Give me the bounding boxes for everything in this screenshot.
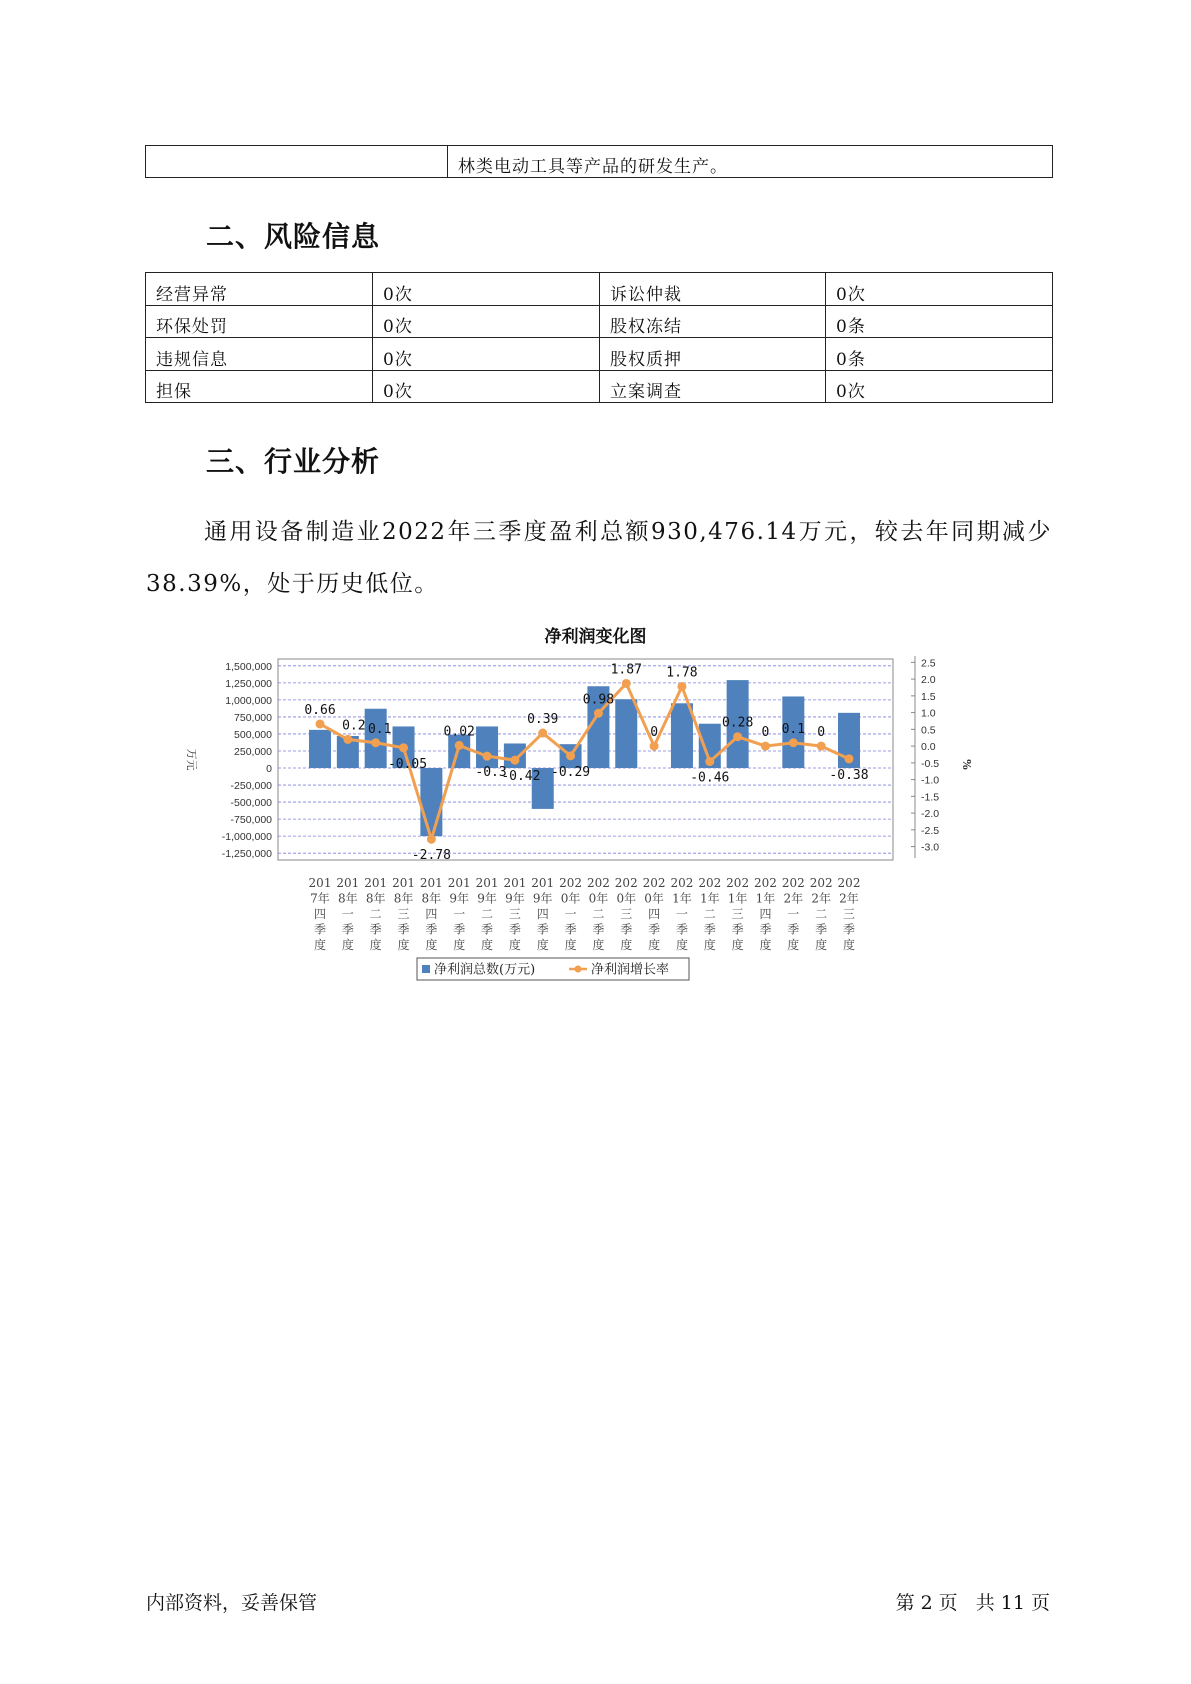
risk-label: 经营异常 xyxy=(146,273,373,306)
growth-rate-data-label: 0 xyxy=(817,725,826,741)
growth-rate-point xyxy=(705,757,714,766)
x-tick-label: 2年 xyxy=(783,891,804,906)
growth-rate-point xyxy=(399,743,408,752)
growth-rate-point xyxy=(677,682,686,691)
growth-rate-point xyxy=(510,756,519,765)
x-tick-label: 一 xyxy=(341,907,354,921)
x-tick-label: 201 xyxy=(336,876,360,890)
x-tick-label: 二 xyxy=(815,907,828,921)
x-tick-label: 度 xyxy=(536,938,549,952)
x-tick-label: 度 xyxy=(564,938,577,952)
y-right-tick-label: -3.0 xyxy=(921,841,940,854)
x-tick-label: 7年 xyxy=(310,891,330,906)
legend-line-label: 净利润增长率 xyxy=(591,962,670,978)
x-tick-label: 四 xyxy=(536,907,549,921)
y-left-tick-label: 500,000 xyxy=(234,728,272,741)
bar xyxy=(448,735,470,768)
growth-rate-data-label: 0.02 xyxy=(443,724,475,740)
growth-rate-data-label: 0.1 xyxy=(781,721,806,737)
y-right-tick-label: 1.0 xyxy=(921,707,936,720)
x-tick-label: 二 xyxy=(592,907,605,921)
growth-rate-data-label: 1.87 xyxy=(610,662,642,678)
x-tick-label: 度 xyxy=(313,938,327,952)
risk-label: 立案调查 xyxy=(600,370,826,403)
x-tick-label: 季 xyxy=(341,922,354,937)
x-tick-label: 季 xyxy=(731,922,744,937)
growth-rate-data-label: 0.28 xyxy=(721,715,754,731)
y-left-tick-label: -250,000 xyxy=(230,780,272,793)
growth-rate-point xyxy=(455,741,464,750)
growth-rate-data-label: -0.42 xyxy=(501,769,541,785)
x-tick-label: 202 xyxy=(781,876,805,890)
bar xyxy=(476,726,498,768)
y-right-tick-label: 0.5 xyxy=(921,724,936,737)
risk-label: 环保处罚 xyxy=(146,305,373,338)
table-row xyxy=(146,305,1053,338)
x-tick-label: 季 xyxy=(397,922,410,937)
y-right-tick-label: -1.5 xyxy=(921,791,940,804)
page-number: 2 xyxy=(920,1592,933,1614)
x-tick-label: 季 xyxy=(620,922,633,937)
x-tick-label: 度 xyxy=(675,938,688,952)
x-tick-label: 季 xyxy=(703,922,716,937)
x-tick-label: 季 xyxy=(481,922,494,937)
table-row xyxy=(146,338,1053,371)
x-tick-label: 一 xyxy=(787,907,800,921)
x-tick-label: 三 xyxy=(397,907,410,921)
risk-value: 0次 xyxy=(826,273,1053,306)
net-profit-chart xyxy=(170,650,1040,1070)
risk-label: 诉讼仲裁 xyxy=(600,273,826,306)
x-tick-label: 二 xyxy=(703,907,716,921)
growth-rate-data-label: -0.3 xyxy=(475,765,507,781)
x-tick-label: 202 xyxy=(586,876,610,890)
growth-rate-data-label: 0.66 xyxy=(304,702,336,718)
x-tick-label: 季 xyxy=(815,922,828,937)
x-tick-label: 202 xyxy=(809,876,833,890)
x-tick-label: 四 xyxy=(313,907,327,921)
growth-rate-point xyxy=(316,719,325,728)
x-tick-label: 9年 xyxy=(449,891,470,906)
footer-confidential-note: 内部资料，妥善保管 xyxy=(146,1592,318,1614)
x-tick-label: 8年 xyxy=(393,891,414,906)
x-tick-label: 0年 xyxy=(616,891,637,906)
x-tick-label: 1年 xyxy=(755,891,776,906)
y-left-tick-label: -1,000,000 xyxy=(221,831,272,844)
x-tick-label: 201 xyxy=(364,876,388,890)
x-tick-label: 202 xyxy=(837,876,861,890)
y-right-tick-label: -2.0 xyxy=(921,808,940,821)
x-tick-label: 二 xyxy=(369,907,382,921)
y-right-axis-label: % xyxy=(960,759,973,770)
x-tick-label: 202 xyxy=(698,876,722,890)
company-intro-table xyxy=(145,145,1053,178)
y-left-tick-label: -750,000 xyxy=(230,814,272,827)
growth-rate-point xyxy=(427,835,436,844)
x-tick-label: 9年 xyxy=(477,891,497,906)
x-tick-label: 度 xyxy=(425,938,438,952)
growth-rate-point xyxy=(650,742,659,751)
y-left-tick-label: 0 xyxy=(266,763,272,776)
growth-rate-data-label: -0.05 xyxy=(387,756,428,772)
x-tick-label: 0年 xyxy=(560,891,581,906)
x-tick-label: 度 xyxy=(703,938,716,952)
x-tick-label: 季 xyxy=(648,922,661,937)
total-prefix: 共 xyxy=(975,1592,995,1614)
growth-rate-data-label: 0.39 xyxy=(527,712,559,728)
x-tick-label: 202 xyxy=(726,876,750,890)
growth-rate-point xyxy=(483,752,492,761)
growth-rate-point xyxy=(538,729,547,738)
bar xyxy=(615,699,637,768)
y-right-tick-label: 0.0 xyxy=(921,741,936,754)
y-right-tick-label: 2.5 xyxy=(921,657,936,670)
y-left-tick-label: 250,000 xyxy=(234,745,272,758)
x-tick-label: 度 xyxy=(453,938,466,952)
x-tick-label: 1年 xyxy=(727,891,748,906)
x-tick-label: 201 xyxy=(392,876,415,890)
x-tick-label: 度 xyxy=(620,938,633,952)
x-tick-label: 2年 xyxy=(811,891,831,906)
x-tick-label: 9年 xyxy=(505,891,525,906)
x-tick-label: 度 xyxy=(842,938,856,952)
growth-rate-data-label: 1.78 xyxy=(666,665,698,681)
x-tick-label: 201 xyxy=(531,876,555,890)
y-left-tick-label: 1,000,000 xyxy=(225,694,272,707)
bar xyxy=(420,768,442,836)
x-tick-label: 度 xyxy=(397,938,410,952)
x-tick-label: 度 xyxy=(341,938,354,952)
x-tick-label: 201 xyxy=(503,876,527,890)
y-left-tick-label: 1,500,000 xyxy=(225,660,272,673)
growth-rate-point xyxy=(733,732,742,741)
risk-value: 0次 xyxy=(373,338,600,371)
x-tick-label: 1年 xyxy=(672,891,692,906)
section-heading-industry: 三、行业分析 xyxy=(206,445,381,478)
risk-label: 担保 xyxy=(146,370,373,403)
total-unit: 页 xyxy=(1030,1592,1050,1614)
risk-label: 违规信息 xyxy=(146,338,373,371)
x-tick-label: 季 xyxy=(508,922,521,937)
x-tick-label: 度 xyxy=(481,938,494,952)
x-tick-label: 8年 xyxy=(365,891,386,906)
y-left-tick-label: 1,250,000 xyxy=(225,677,272,690)
page-unit: 页 xyxy=(938,1592,958,1614)
x-tick-label: 季 xyxy=(453,922,466,937)
growth-rate-point xyxy=(622,679,631,688)
x-tick-label: 201 xyxy=(419,876,443,890)
x-tick-label: 201 xyxy=(447,876,471,890)
x-tick-label: 201 xyxy=(475,876,499,890)
x-tick-label: 度 xyxy=(731,938,744,952)
x-tick-label: 三 xyxy=(620,907,633,921)
x-tick-label: 季 xyxy=(564,922,577,937)
legend-bar-swatch xyxy=(422,965,430,973)
legend-line-marker xyxy=(575,966,582,973)
x-tick-label: 四 xyxy=(648,907,661,921)
x-tick-label: 三 xyxy=(508,907,521,921)
growth-rate-point xyxy=(343,735,352,744)
growth-rate-point xyxy=(761,742,770,751)
x-tick-label: 度 xyxy=(759,938,772,952)
x-tick-label: 202 xyxy=(614,876,638,890)
x-tick-label: 季 xyxy=(759,922,772,937)
x-tick-label: 季 xyxy=(592,922,605,937)
x-tick-label: 度 xyxy=(369,938,382,952)
x-tick-label: 8年 xyxy=(338,891,358,906)
growth-rate-data-label: -2.78 xyxy=(411,848,451,864)
chart-title: 净利润变化图 xyxy=(544,627,647,647)
x-tick-label: 一 xyxy=(675,907,688,921)
x-tick-label: 一 xyxy=(453,907,466,921)
bar xyxy=(671,703,693,768)
growth-rate-data-label: -0.46 xyxy=(690,770,730,786)
risk-label: 股权冻结 xyxy=(600,305,826,338)
x-tick-label: 0年 xyxy=(644,891,664,906)
growth-rate-data-label: 0 xyxy=(650,725,659,741)
x-tick-label: 三 xyxy=(731,907,744,921)
y-left-axis-label: 万元 xyxy=(185,748,198,771)
growth-rate-data-label: 0.2 xyxy=(342,718,366,734)
x-tick-label: 四 xyxy=(425,907,438,921)
x-tick-label: 三 xyxy=(842,907,856,921)
growth-rate-data-label: -0.38 xyxy=(829,767,869,783)
section-heading-risk: 二、风险信息 xyxy=(206,220,381,253)
industry-analysis-paragraph: 通用设备制造业2022年三季度盈利总额930,476.14万元，较去年同期减少38.39%，处于历史低位。 xyxy=(146,519,1052,597)
risk-value: 0次 xyxy=(373,305,600,338)
footer-page-number xyxy=(893,1588,1053,1615)
risk-value: 0次 xyxy=(373,370,600,403)
x-tick-label: 8年 xyxy=(421,891,442,906)
growth-rate-data-label: -0.29 xyxy=(551,764,591,780)
growth-rate-point xyxy=(594,709,603,718)
y-left-tick-label: -1,250,000 xyxy=(221,848,272,861)
table-row xyxy=(146,370,1053,403)
x-tick-label: 度 xyxy=(787,938,800,952)
x-tick-label: 季 xyxy=(369,922,382,937)
growth-rate-point xyxy=(845,754,854,763)
y-right-tick-label: -2.5 xyxy=(921,824,940,837)
y-right-tick-label: 1.5 xyxy=(921,690,936,703)
bar xyxy=(309,730,331,768)
x-tick-label: 1年 xyxy=(699,891,720,906)
y-right-tick-label: -0.5 xyxy=(921,757,940,770)
risk-value: 0条 xyxy=(826,305,1053,338)
growth-rate-data-label: 0 xyxy=(761,725,770,741)
x-tick-label: 202 xyxy=(642,876,666,890)
x-tick-label: 季 xyxy=(675,922,688,937)
x-tick-label: 2年 xyxy=(839,891,859,906)
x-tick-label: 二 xyxy=(481,907,494,921)
risk-value: 0条 xyxy=(826,338,1053,371)
x-tick-label: 季 xyxy=(313,922,327,937)
growth-rate-point xyxy=(566,751,575,760)
growth-rate-data-label: 0.1 xyxy=(367,721,392,737)
table-row xyxy=(146,273,1053,306)
y-right-tick-label: 2.0 xyxy=(921,674,936,687)
growth-rate-point xyxy=(817,742,826,751)
x-tick-label: 201 xyxy=(308,876,332,890)
risk-info-table xyxy=(145,272,1053,403)
x-tick-label: 度 xyxy=(648,938,661,952)
y-left-tick-label: 750,000 xyxy=(234,711,272,724)
y-right-tick-label: -1.0 xyxy=(921,774,940,787)
table-cell xyxy=(146,146,448,178)
growth-rate-point xyxy=(371,738,380,747)
page-prefix: 第 xyxy=(895,1592,915,1614)
x-tick-label: 季 xyxy=(842,922,856,937)
growth-rate-point xyxy=(789,738,798,747)
risk-label: 股权质押 xyxy=(600,338,826,371)
x-tick-label: 季 xyxy=(425,922,438,937)
risk-value: 0次 xyxy=(826,370,1053,403)
legend-bar-label: 净利润总数(万元) xyxy=(434,962,536,978)
growth-rate-data-label: 0.98 xyxy=(582,692,615,708)
risk-value: 0次 xyxy=(373,273,600,306)
x-tick-label: 度 xyxy=(815,938,828,952)
x-tick-label: 度 xyxy=(508,938,521,952)
x-tick-label: 202 xyxy=(559,876,583,890)
table-cell: 林类电动工具等产品的研发生产。 xyxy=(448,146,1053,178)
x-tick-label: 202 xyxy=(754,876,777,890)
x-tick-label: 季 xyxy=(787,922,800,937)
x-tick-label: 四 xyxy=(759,907,772,921)
total-pages: 11 xyxy=(1000,1592,1025,1614)
x-tick-label: 度 xyxy=(592,938,605,952)
y-left-tick-label: -500,000 xyxy=(230,797,272,810)
table-row xyxy=(146,146,1053,178)
x-tick-label: 9年 xyxy=(532,891,553,906)
x-tick-label: 季 xyxy=(536,922,549,937)
x-tick-label: 202 xyxy=(670,876,694,890)
x-tick-label: 0年 xyxy=(588,891,609,906)
x-tick-label: 一 xyxy=(564,907,577,921)
